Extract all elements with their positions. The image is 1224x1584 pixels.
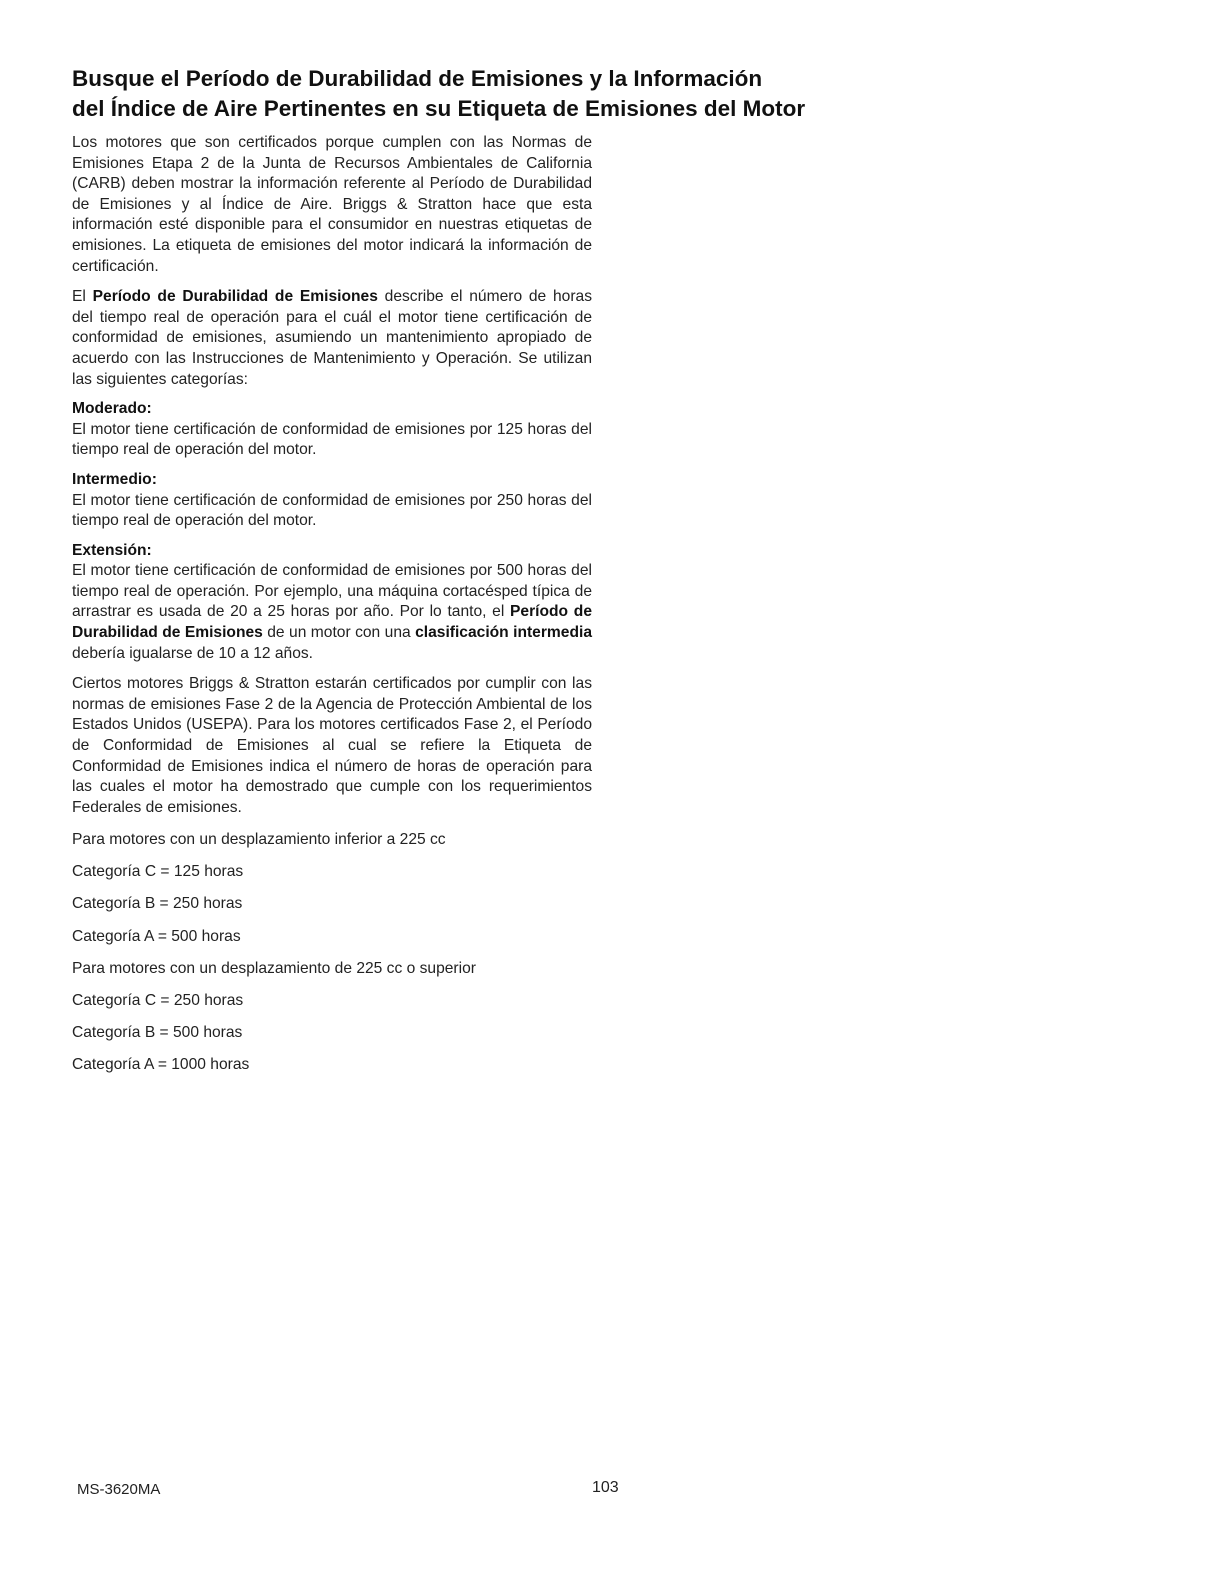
moderado-heading: Moderado: bbox=[72, 400, 152, 418]
intermedio-text: El motor tiene certificación de conformidad de emisiones por 250 horas del tiempo real de operación del motor. bbox=[72, 491, 592, 530]
above-225-category-b: Categoría B = 500 horas bbox=[72, 1024, 243, 1042]
main-column bbox=[72, 133, 592, 1088]
above-225-category-a: Categoría A = 1000 horas bbox=[72, 1056, 250, 1074]
extension-text bbox=[72, 561, 592, 664]
below-225-heading: Para motores con un desplazamiento inferior a 225 cc bbox=[72, 831, 446, 848]
period-bold-term: Período de Durabilidad de Emisiones bbox=[92, 288, 378, 306]
extension-heading: Extensión: bbox=[72, 541, 152, 559]
intro-paragraph: Los motores que son certificados porque cumplen con las Normas de Emisiones Etapa 2 de la Junta de Recursos Ambientales de California (CARB) deben mostrar la información referente al Período de Durabilidad de Emisiones y al Índice de Aire. Briggs & Stratton hace que esta información esté disponible para el consumidor en nuestras etiquetas de emisiones. La etiqueta de emisiones del motor indicará la información de certificación. bbox=[72, 134, 592, 275]
below-225-category-c: Categoría C = 125 horas bbox=[72, 863, 244, 881]
title-line-1: Busque el Período de Durabilidad de Emisiones y la Información bbox=[72, 66, 763, 91]
below-225-category-b: Categoría B = 250 horas bbox=[72, 895, 243, 913]
page-number: 103 bbox=[592, 1479, 619, 1496]
period-paragraph bbox=[72, 287, 592, 390]
extension-bold-1: Período de Durabilidad de Emisiones bbox=[72, 603, 592, 642]
above-225-category-c: Categoría C = 250 horas bbox=[72, 991, 244, 1009]
below-225-category-a: Categoría A = 500 horas bbox=[72, 927, 241, 945]
page-title bbox=[72, 64, 1172, 124]
extension-text-3: debería igualarse de 10 a 12 años. bbox=[72, 644, 314, 662]
extension-text-1: El motor tiene certificación de conformidad de emisiones por 500 horas del tiempo real de operación. Por ejemplo, una máquina cortacésped típica de arrastrar es usada de 20 a 25 horas por año. Por lo tanto, el bbox=[72, 562, 592, 621]
extension-text-2: de un motor con una bbox=[262, 624, 416, 642]
title-line-2: del Índice de Aire Pertinentes en su Etiqueta de Emisiones del Motor bbox=[72, 96, 806, 121]
period-text-pre: El bbox=[72, 288, 93, 306]
usepa-paragraph: Ciertos motores Briggs & Stratton estarán certificados por cumplir con las normas de emisiones Fase 2 de la Agencia de Protección Ambiental de los Estados Unidos (USEPA). Para los motores certificados Fase 2, el Período de Conformidad de Emisiones al cual se refiere la Etiqueta de Conformidad de Emisiones indica el número de horas de operación para las cuales el motor ha demostrado que cumple con los requerimientos Federales de emisiones. bbox=[72, 675, 592, 816]
extension-bold-2: clasificación intermedia bbox=[415, 624, 592, 642]
footer-model-code: MS-3620MA bbox=[77, 1481, 161, 1498]
intermedio-heading: Intermedio: bbox=[72, 470, 157, 488]
period-text-post: describe el número de horas del tiempo real de operación para el cuál el motor tiene certificación de conformidad de emisiones, asumiendo un mantenimiento apropiado de acuerdo con las Instrucciones de Mantenimiento y Operación. Se utilizan las siguientes categorías: bbox=[72, 288, 592, 388]
above-225-heading: Para motores con un desplazamiento de 225 cc o superior bbox=[72, 959, 476, 977]
moderado-text: El motor tiene certificación de conformidad de emisiones por 125 horas del tiempo real de operación del motor. bbox=[72, 420, 592, 459]
